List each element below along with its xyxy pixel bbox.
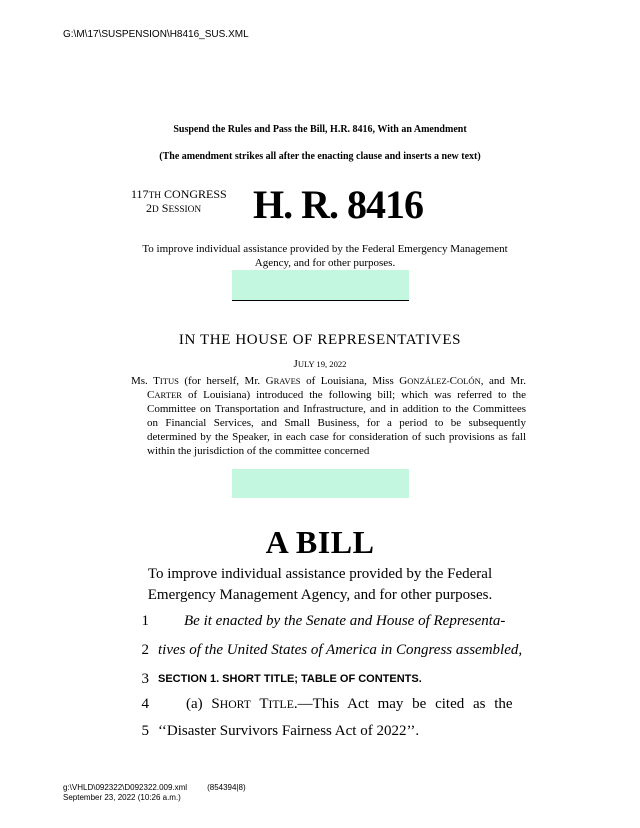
sponsor-paragraph (131, 374, 526, 459)
congress-number: 117 (131, 187, 149, 201)
footer-path: g:\VHLD\092322\D092322.009.xml (63, 783, 188, 792)
cosponsor-name: ONZÁLEZ- (407, 376, 450, 386)
house-heading: IN THE HOUSE OF REPRESENTATIVES (178, 332, 462, 348)
bill-line (0, 723, 640, 743)
introduction-date (0, 358, 640, 370)
enacting-clause: tives of the United States of America in Congress assembled, (158, 642, 523, 658)
section-heading: SECTION 1. SHORT TITLE; TABLE OF CONTENTS. (158, 673, 422, 685)
line-number: 4 (141, 696, 149, 712)
footer-timestamp: September 23, 2022 (10:26 a.m.) (63, 793, 181, 802)
suspend-rules-line: Suspend the Rules and Pass the Bill, H.R. 8416, With an Amendment (173, 124, 467, 135)
highlight-box (232, 469, 409, 498)
subsection-heading: S (211, 696, 220, 712)
short-title-text (158, 696, 513, 713)
sponsor-text: Ms. (131, 375, 154, 387)
sponsor-text: (for herself, Mr. (178, 375, 266, 387)
congress-suffix: TH (148, 191, 162, 201)
cosponsor-name: OLÓN (456, 376, 481, 386)
subsection-heading: HORT (219, 698, 251, 711)
bill-heading: A BILL (265, 524, 375, 560)
footer (63, 783, 246, 803)
subsection-heading: ITLE (268, 698, 294, 711)
date-rest: ULY 19, 2022 (297, 359, 347, 369)
bill-number: H. R. 8416 (253, 182, 423, 227)
subsection-text: .—This Act may be cited as the (293, 696, 513, 712)
bill-line (0, 613, 640, 633)
line-number: 3 (141, 671, 149, 687)
bill-line (0, 642, 640, 662)
sponsor-text: of Louisiana, Miss (300, 375, 400, 387)
short-purpose: To improve individual assistance provided by the Federal Emergency Management Agency, and for other purposes. (142, 243, 508, 269)
footer-code: (854394|8) (207, 783, 246, 792)
file-path: G:\M\17\SUSPENSION\H8416_SUS.XML (63, 29, 249, 40)
highlight-box (232, 270, 409, 301)
amendment-note: (The amendment strikes all after the enacting clause and inserts a new text) (159, 151, 481, 162)
session-initial: S (161, 201, 169, 215)
date-initial: J (293, 358, 298, 370)
cosponsor-name: ARTER (154, 390, 182, 401)
session-suffix: D (152, 205, 159, 215)
session-number: 2 (146, 201, 152, 215)
act-name: ‘‘Disaster Survivors Fairness Act of 2022’’. (158, 723, 420, 739)
sponsor-text: , and Mr. (480, 375, 526, 387)
congress-word: CONGRESS (164, 187, 227, 201)
bill-line (0, 696, 640, 716)
line-number: 1 (141, 613, 149, 629)
enacting-clause: Be it enacted by the Senate and House of Representa- (184, 613, 506, 629)
session-rest: ESSION (168, 205, 202, 215)
line-number: 5 (141, 723, 149, 739)
subsection-label: (a) (186, 696, 212, 712)
bill-purpose: To improve individual assistance provided by the Federal Emergency Management Agency, and for other purposes. (147, 566, 493, 603)
sponsor-name: ITUS (159, 376, 179, 386)
subsection-heading: T (259, 696, 269, 712)
cosponsor-name: G (265, 375, 274, 387)
congress-session (131, 188, 227, 216)
sponsor-name: T (153, 375, 160, 387)
line-number: 2 (141, 642, 149, 658)
bill-line (0, 671, 640, 691)
cosponsor-name: C (449, 375, 457, 387)
cosponsor-name: RAVES (273, 376, 301, 386)
sponsor-text: of Louisiana) introduced the following bill; which was referred to the Committee on Transportation and Infrastructure, and in addition to the Committees on Financial Services, and Small Business, for a period to be subsequently determined by the Speaker, in each case for consideration of such provisions as fall within the jurisdiction of the committee concerned (147, 389, 526, 458)
congress-line (131, 188, 227, 202)
cosponsor-name: G (399, 375, 408, 387)
session-line (131, 202, 227, 216)
cosponsor-name: C (147, 389, 155, 402)
